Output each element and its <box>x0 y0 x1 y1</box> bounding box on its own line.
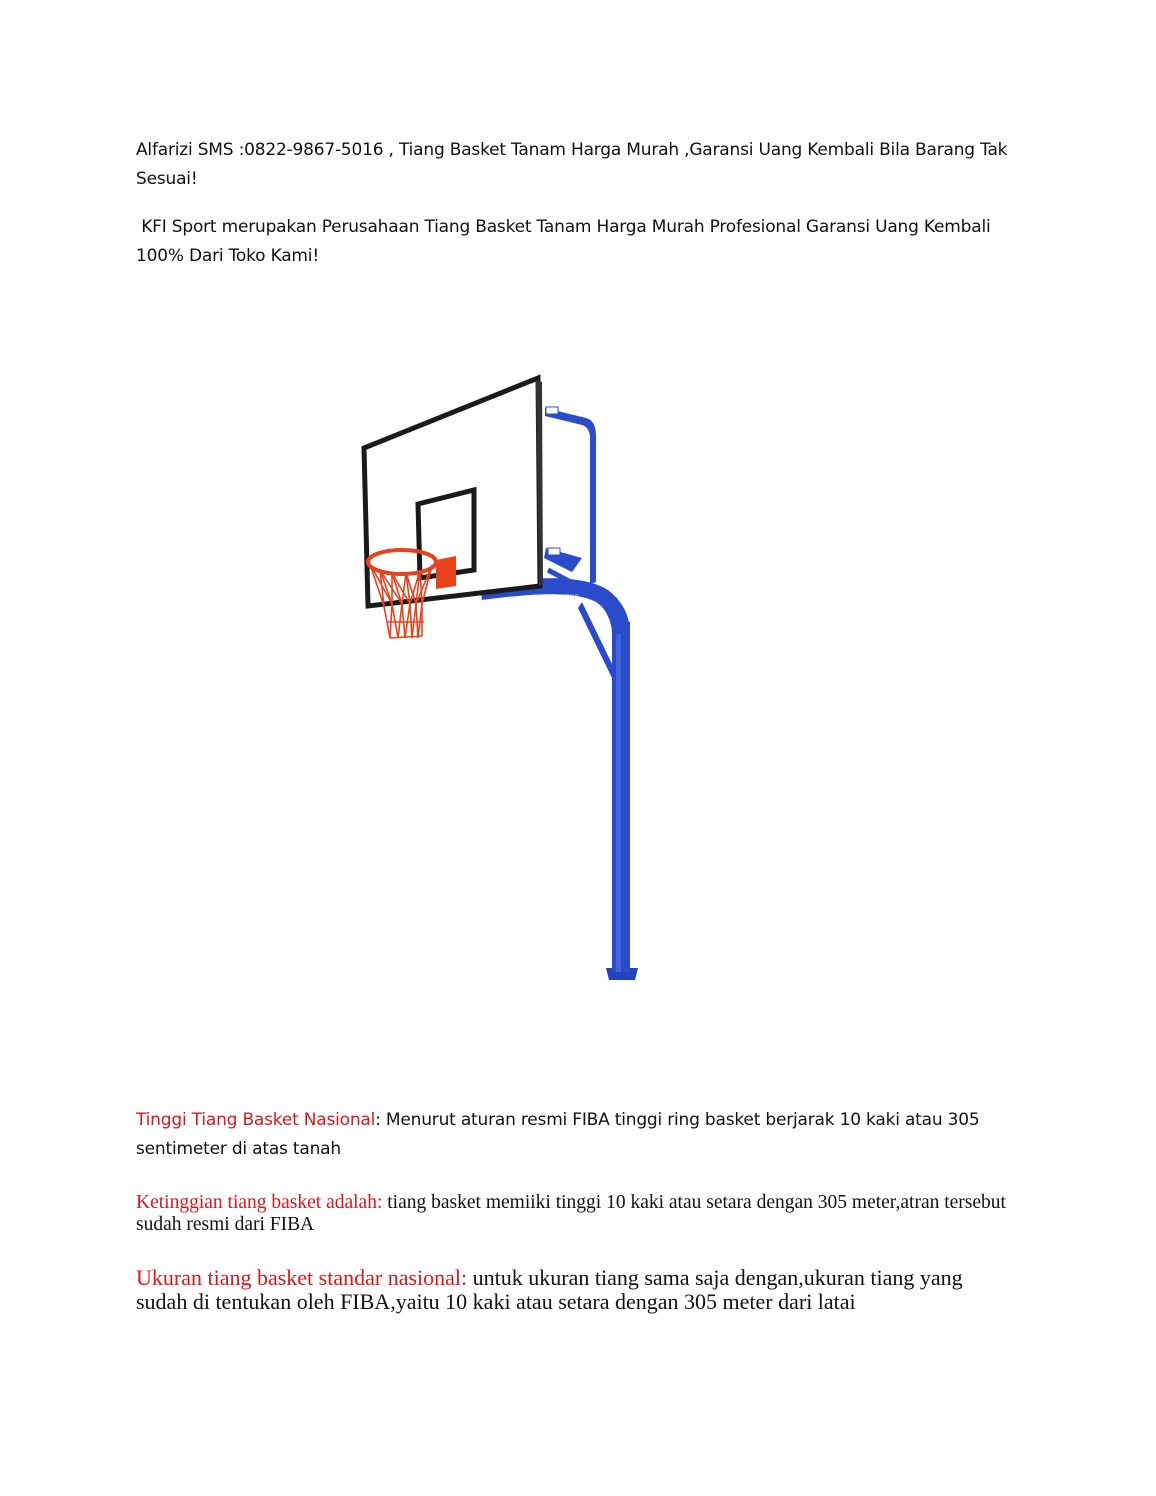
section-heading: Tinggi Tiang Basket Nasional <box>136 1110 376 1130</box>
section-standard-size <box>136 1266 1016 1314</box>
section-text: untuk ukuran tiang sama saja dengan,ukuran tiang yang sudah di tentukan oleh FIBA,yaitu 10 kaki atau setara dengan 305 meter dari latai <box>136 1265 969 1314</box>
section-heading: Ukuran tiang basket standar nasional: <box>136 1265 468 1290</box>
section-text: tiang basket memiiki tinggi 10 kaki atau setara dengan 305 meter,atran tersebut sudah resmi dari FIBA <box>136 1192 1011 1235</box>
intro-paragraph: Alfarizi SMS :0822-9867-5016 , Tiang Basket Tanam Harga Murah ,Garansi Uang Kembali Bila Barang Tak Sesuai! <box>136 140 1008 189</box>
basketball-hoop-image <box>350 372 650 988</box>
section-hoop-height <box>136 1192 1016 1236</box>
section-national-height <box>136 1106 1016 1164</box>
section-heading: Ketinggian tiang basket adalah: <box>136 1192 383 1213</box>
company-paragraph: KFI Sport merupakan Perusahaan Tiang Basket Tanam Harga Murah Profesional Garansi Uang Kembali 100% Dari Toko Kami! <box>136 217 996 266</box>
section-text: : Menurut aturan resmi FIBA tinggi ring basket berjarak 10 kaki atau 305 sentimeter di atas tanah <box>136 1110 980 1159</box>
backboard-logo-text: DKC <box>566 595 579 601</box>
